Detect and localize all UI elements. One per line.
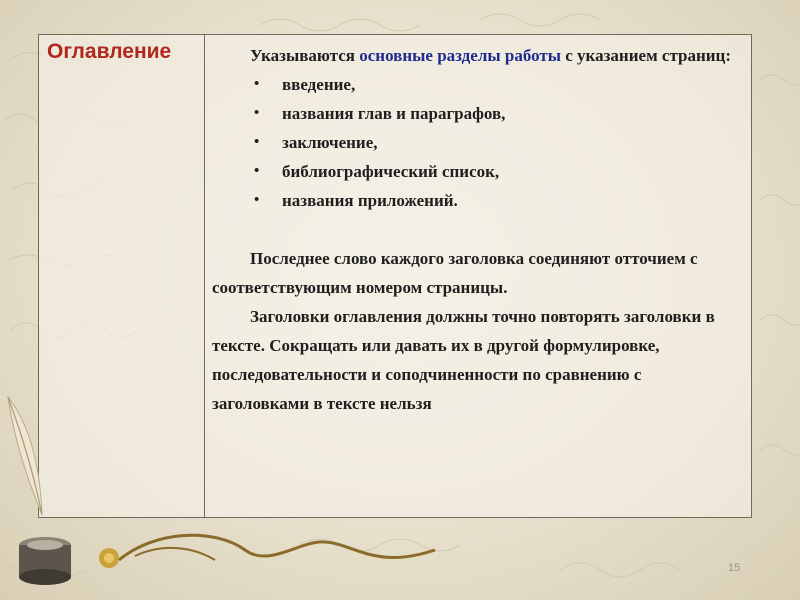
bullet-icon: • — [254, 105, 260, 121]
bullet-list — [212, 70, 740, 215]
bullet-icon: • — [254, 76, 260, 92]
list-item — [212, 157, 740, 186]
list-item-text: введение, — [282, 75, 356, 94]
list-item — [212, 70, 740, 99]
paragraph-ellipsis-rule: Последнее слово каждого заголовка соединяют отточием с соответствующим номером страницы. — [212, 249, 698, 297]
content-cell — [212, 41, 740, 418]
bullet-icon: • — [254, 134, 260, 150]
bullet-icon: • — [254, 192, 260, 208]
list-item — [212, 128, 740, 157]
intro-suffix: с указанием страниц: — [561, 46, 731, 65]
list-item-text: названия приложений. — [282, 191, 458, 210]
list-item-text: заключение, — [282, 133, 378, 152]
intro-accent: основные разделы работы — [359, 46, 562, 65]
paragraph-heading-rule: Заголовки оглавления должны точно повторять заголовки в тексте. Сокращать или давать их в другой формулировке, последовательности и соподчиненности по сравнению с заголовками в тексте нельзя — [212, 307, 715, 413]
bullet-icon: • — [254, 163, 260, 179]
column-divider — [204, 34, 205, 518]
ink-well-icon — [19, 537, 71, 585]
list-item-text: названия глав и параграфов, — [282, 104, 506, 123]
list-item — [212, 186, 740, 215]
decorative-swirl-icon — [95, 520, 475, 595]
section-heading: Оглавление — [47, 40, 172, 63]
list-item-text: библиографический список, — [282, 162, 500, 181]
intro-paragraph — [212, 41, 740, 70]
page-number: 15 — [728, 562, 741, 574]
spacer — [212, 215, 740, 244]
list-item — [212, 99, 740, 128]
intro-prefix: Указываются — [250, 46, 360, 65]
quill-pen-icon — [0, 395, 90, 600]
